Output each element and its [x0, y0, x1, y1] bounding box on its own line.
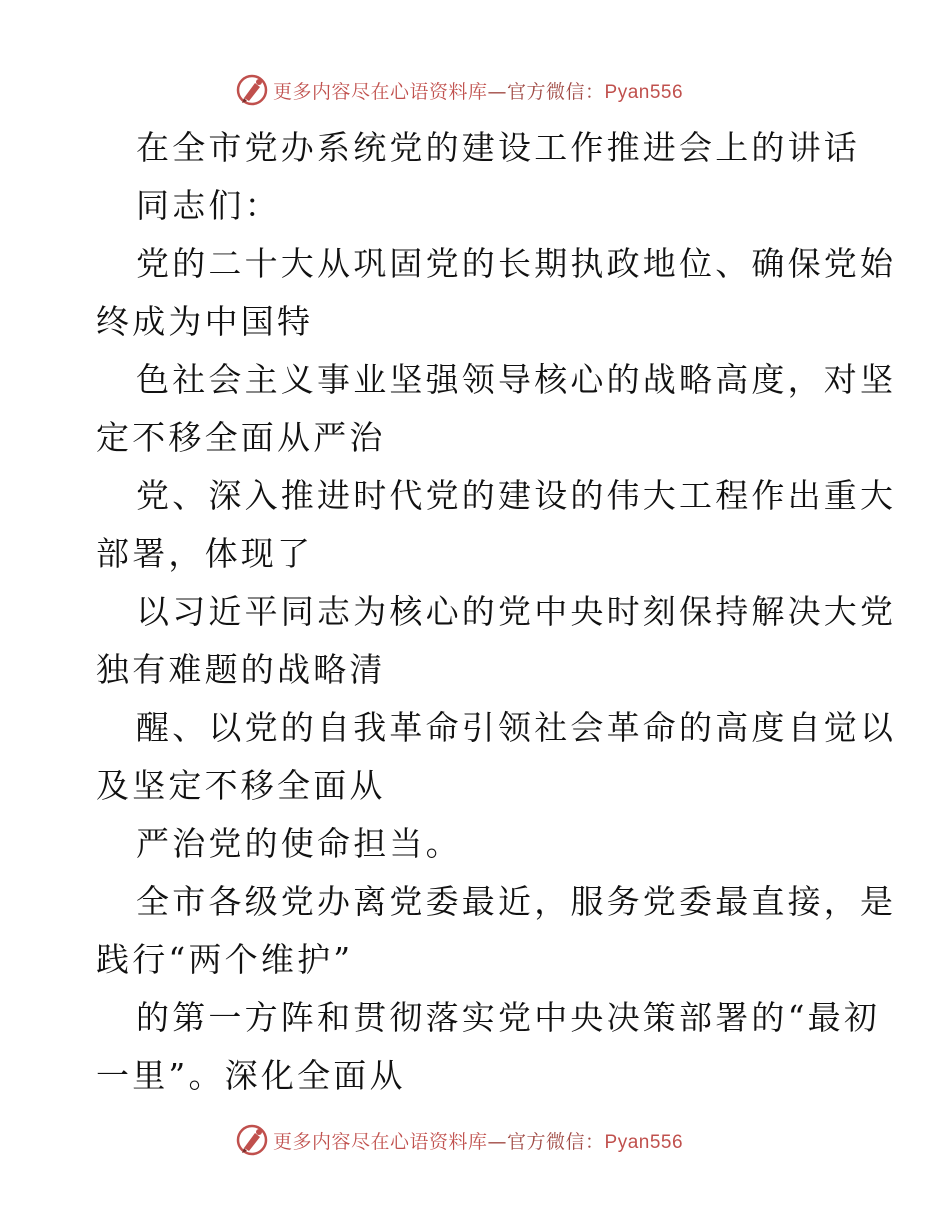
body-line: 党的二十大从巩固党的长期执政地位、确保党始 — [136, 244, 897, 283]
body-line: 色社会主义事业坚强领导核心的战略高度，对坚 — [136, 360, 897, 399]
body-line: 部署，体现了 — [96, 534, 314, 573]
header-banner-sep: — — [487, 80, 508, 103]
header-banner-main: 更多内容尽在心语资料库 — [273, 80, 488, 103]
body-line: 定不移全面从严治 — [96, 418, 386, 457]
body-line: 以习近平同志为核心的党中央时刻保持解决大党 — [136, 592, 897, 631]
body-line: 终成为中国特 — [96, 302, 314, 341]
body-line: 独有难题的战略清 — [96, 650, 386, 689]
body-line: 一里”。深化全面从 — [96, 1056, 406, 1095]
header-banner-label: 官方微信： — [507, 80, 605, 103]
footer-banner-main: 更多内容尽在心语资料库 — [273, 1130, 488, 1153]
footer-banner-label: 官方微信： — [507, 1130, 605, 1153]
body-line: 全市各级党办离党委最近，服务党委最直接，是 — [136, 882, 897, 921]
body-line: 严治党的使命担当。 — [136, 824, 462, 863]
footer-banner — [235, 1122, 715, 1158]
body-line: 的第一方阵和贯彻落实党中央决策部署的“最初 — [136, 998, 881, 1037]
body-line: 党、深入推进时代党的建设的伟大工程作出重大 — [136, 476, 897, 515]
footer-banner-text — [273, 1127, 683, 1154]
body-line: 醒、以党的自我革命引领社会革命的高度自觉以 — [136, 708, 897, 747]
header-banner — [235, 72, 715, 108]
footer-banner-sep: — — [487, 1130, 508, 1153]
footer-banner-handle: Pyan556 — [604, 1131, 684, 1153]
salutation: 同志们： — [136, 186, 281, 225]
pen-logo-icon — [235, 73, 269, 107]
body-line: 践行“两个维护” — [96, 940, 354, 979]
document-title: 在全市党办系统党的建设工作推进会上的讲话 — [136, 128, 860, 167]
header-banner-handle: Pyan556 — [604, 81, 684, 103]
header-banner-text — [273, 77, 683, 104]
pen-logo-icon — [235, 1123, 269, 1157]
body-line: 及坚定不移全面从 — [96, 766, 386, 805]
